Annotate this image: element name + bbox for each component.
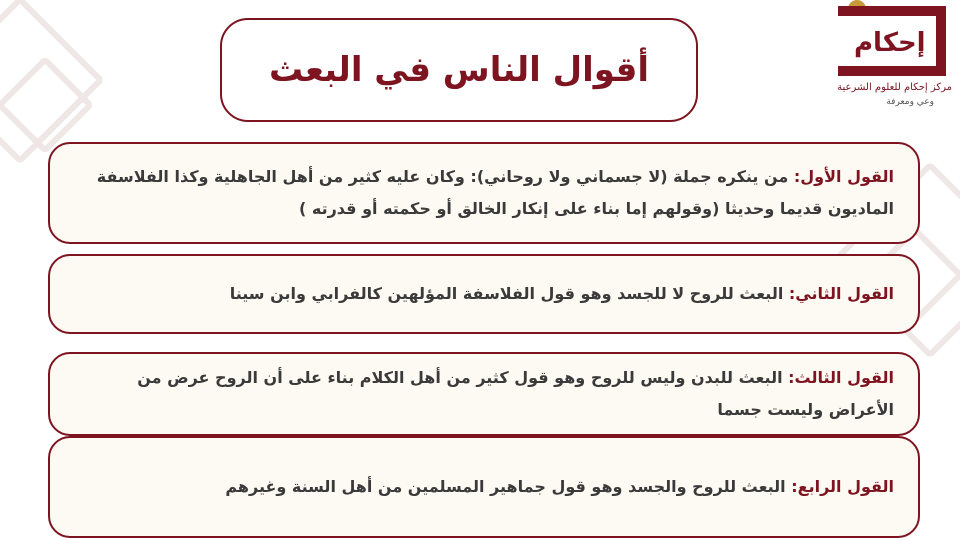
opinion-body: البعث للروح والجسد وهو قول جماهير المسلمين من أهل السنة وغيرهم xyxy=(225,477,786,496)
opinion-card-2 xyxy=(48,254,920,334)
logo-subtitle: مركز إحكام للعلوم الشرعية xyxy=(837,82,952,93)
logo-tagline: وعي ومعرفة xyxy=(886,97,934,107)
opinion-label: القول الثالث xyxy=(794,368,894,387)
opinion-body: البعث للبدن وليس للروح وهو قول كثير من أهل الكلام بناء على أن الروح عرض من الأعراض وليست جسما xyxy=(137,368,894,419)
logo-name: إحكام xyxy=(854,28,926,58)
opinion-text: القول الثالث: البعث للبدن وليس للروح وهو قول كثير من أهل الكلام بناء على أن الروح عرض من الأعراض وليست جسما xyxy=(137,368,894,419)
opinion-label: القول الرابع xyxy=(797,477,894,496)
page-title: أقوال الناس في البعث xyxy=(268,50,650,90)
opinion-label: القول الأول xyxy=(800,167,894,186)
opinion-body: البعث للروح لا للجسد وهو قول الفلاسفة المؤلهين كالفرابي وابن سينا xyxy=(229,284,784,303)
opinion-label: القول الثاني xyxy=(795,284,894,303)
opinion-body: من ينكره جملة (لا جسماني ولا روحاني): وكان عليه كثير من أهل الجاهلية وكذا الفلاسفة الماديون قديما وحديثا (وقولهم إما بناء على إنكار الخالق أو حكمته أو قدرته ) xyxy=(96,167,894,218)
logo-mark xyxy=(838,6,946,76)
opinion-text: القول الثاني: البعث للروح لا للجسد وهو قول الفلاسفة المؤلهين كالفرابي وابن سينا xyxy=(229,284,894,303)
opinion-card-4 xyxy=(48,436,920,538)
logo xyxy=(828,0,960,112)
opinion-text: القول الأول: من ينكره جملة (لا جسماني ولا روحاني): وكان عليه كثير من أهل الجاهلية وكذا الفلاسفة الماديون قديما وحديثا (وقولهم إما بناء على إنكار الخالق أو حكمته أو قدرته ) xyxy=(96,167,894,218)
opinion-text: القول الرابع: البعث للروح والجسد وهو قول جماهير المسلمين من أهل السنة وغيرهم xyxy=(225,477,894,496)
opinion-card-3 xyxy=(48,352,920,436)
title-box xyxy=(220,18,698,122)
opinion-card-1 xyxy=(48,142,920,244)
